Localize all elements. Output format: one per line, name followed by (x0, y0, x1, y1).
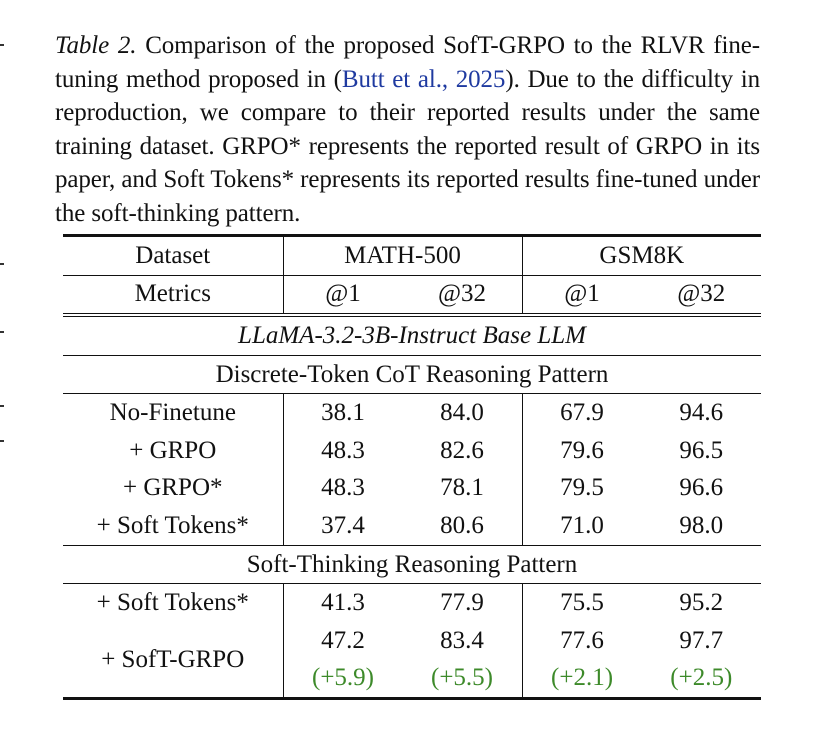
value-cell: 97.7 (679, 626, 724, 654)
method-name: + GRPO (63, 432, 283, 470)
metric-cell: @1 (522, 275, 642, 315)
value-cell: 95.2 (679, 589, 724, 617)
method-name: + Soft Tokens* (63, 507, 283, 545)
margin-mark (0, 405, 4, 407)
caption-text-before: Comparison of the proposed SofT-GRPO to the RLVR fine-tuning method proposed in ( (55, 32, 761, 93)
metric-cell: @32 (642, 275, 762, 315)
value-cell: 79.5 (560, 474, 604, 502)
value-cell: 82.6 (403, 432, 523, 470)
caption-text-after: ). Due to the difficulty in reproduction, we compare to their reported results under the same training dataset. GRPO* represents the reported result of GRPO in its paper, and Soft Tokens* represents its reported results fine-tuned under the soft-thinking pattern. (55, 65, 761, 227)
metric-cell: @1 (283, 275, 403, 315)
margin-mark (0, 331, 4, 333)
dataset-math500: MATH-500 (283, 236, 522, 276)
metric-cell: @32 (403, 275, 523, 315)
value-cell: 80.6 (403, 507, 523, 545)
delta-value: (+2.1) (522, 660, 642, 699)
value-cell: 71.0 (522, 507, 642, 545)
citation-link[interactable]: Butt et al., 2025 (341, 65, 506, 93)
margin-mark (0, 440, 4, 442)
value-cell: 96.6 (679, 474, 724, 502)
value-cell: 84.0 (403, 394, 523, 432)
metrics-header: Metrics (63, 275, 283, 315)
group-title: Discrete-Token CoT Reasoning Pattern (63, 355, 761, 394)
margin-mark (0, 263, 4, 265)
value-cell: 41.3 (321, 589, 365, 617)
delta-value: (+5.5) (403, 660, 523, 699)
table-caption (55, 29, 760, 230)
table-row (63, 507, 761, 545)
value-cell: 48.3 (321, 436, 365, 464)
group-title-row (63, 545, 761, 584)
table-row (63, 470, 761, 508)
value-cell: 83.4 (403, 622, 523, 660)
group-title: Soft-Thinking Reasoning Pattern (63, 545, 761, 584)
delta-value: (+2.5) (642, 660, 762, 699)
delta-value: (+5.9) (283, 660, 403, 699)
caption-label: Table 2. (55, 32, 137, 59)
value-cell: 96.5 (679, 436, 724, 464)
value-cell: 78.1 (403, 470, 523, 508)
table-row (63, 432, 761, 470)
value-cell: 48.3 (321, 474, 365, 502)
value-cell: 38.1 (321, 399, 365, 427)
value-cell: 37.4 (283, 507, 403, 545)
dataset-gsm8k: GSM8K (522, 236, 761, 276)
value-cell: 94.6 (679, 399, 724, 427)
value-cell: 77.6 (560, 626, 604, 654)
value-cell: 47.2 (321, 626, 365, 654)
model-section-title: LLaMA-3.2-3B-Instruct Base LLM (63, 315, 761, 355)
value-cell: 77.9 (403, 584, 523, 622)
method-name: + Soft Tokens* (63, 584, 283, 622)
header-row-metrics (63, 275, 761, 315)
value-cell: 79.6 (560, 436, 604, 464)
method-name: No-Finetune (63, 394, 283, 432)
table-row (63, 584, 761, 622)
value-cell: 67.9 (560, 399, 604, 427)
method-name: + SofT-GRPO (63, 622, 283, 699)
value-cell: 75.5 (560, 589, 604, 617)
header-row-datasets (63, 236, 761, 276)
method-name: + GRPO* (63, 470, 283, 508)
table-row (63, 394, 761, 432)
value-cell: 98.0 (642, 507, 762, 545)
results-table (63, 234, 761, 700)
table-row (63, 622, 761, 660)
margin-mark (0, 44, 4, 46)
dataset-header: Dataset (63, 236, 283, 276)
group-title-row (63, 355, 761, 394)
model-section-row (63, 315, 761, 355)
